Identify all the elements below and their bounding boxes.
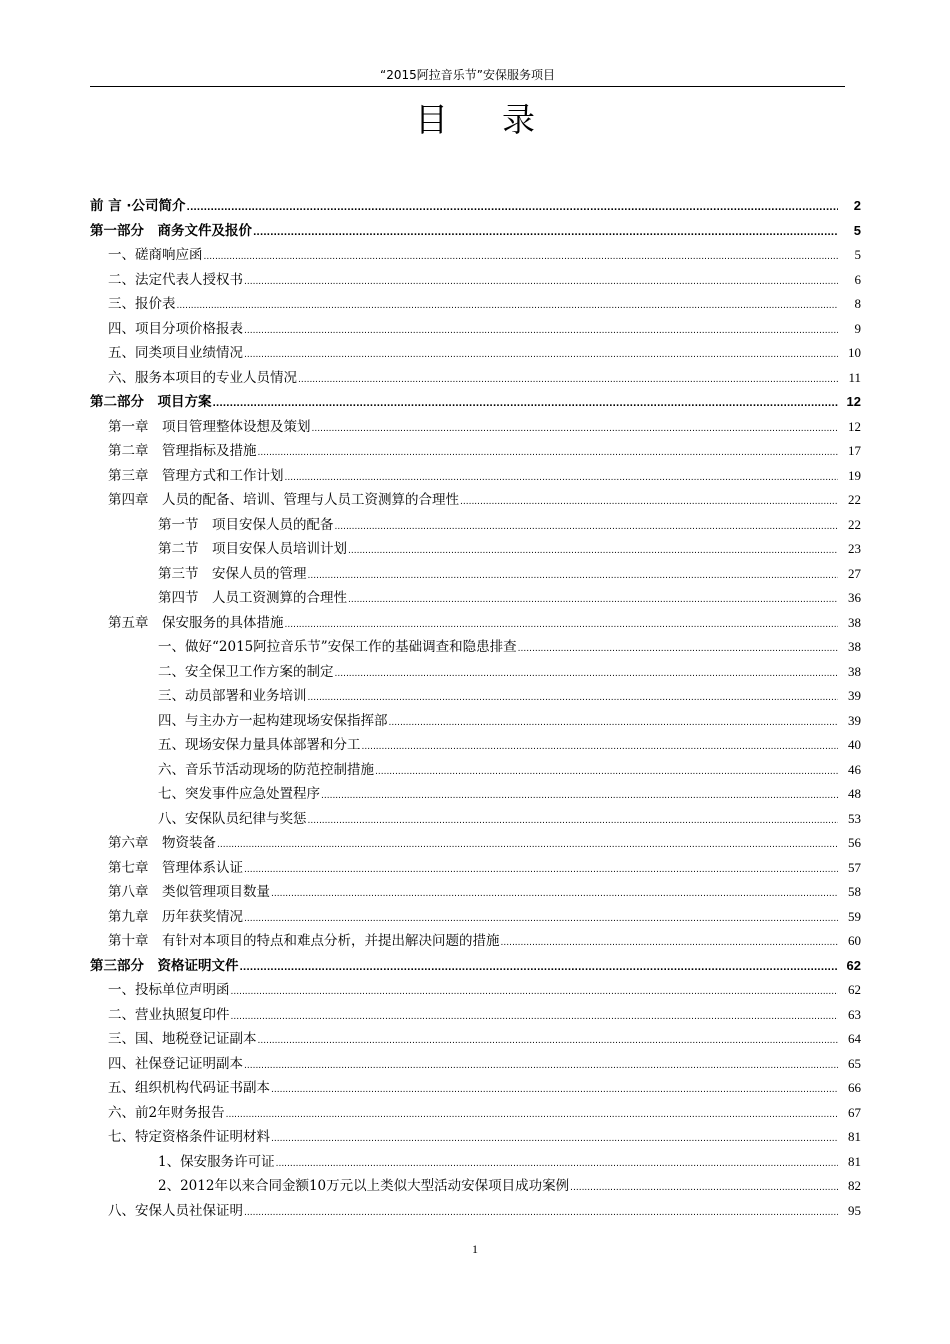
toc-leader-dots bbox=[271, 1134, 838, 1144]
toc-entry-label: 五、同类项目业绩情况 bbox=[108, 345, 243, 361]
toc-entry-label: 七、突发事件应急处置程序 bbox=[158, 786, 320, 802]
toc-leader-dots bbox=[177, 301, 839, 311]
toc-entry-page: 5 bbox=[853, 222, 861, 238]
toc-leader-dots bbox=[285, 620, 839, 630]
toc-entry[interactable] bbox=[90, 243, 861, 268]
toc-entry-page: 9 bbox=[854, 320, 861, 336]
toc-entry-label: 第三部分 资格证明文件 bbox=[90, 957, 239, 974]
toc-leader-dots bbox=[285, 473, 839, 483]
toc-entry[interactable] bbox=[90, 1101, 861, 1126]
toc-entry-page: 38 bbox=[848, 663, 861, 679]
toc-entry-page: 56 bbox=[848, 835, 861, 850]
toc-entry[interactable] bbox=[90, 758, 861, 783]
toc-entry-label: 三、国、地税登记证副本 bbox=[108, 1031, 257, 1047]
toc-leader-dots bbox=[244, 277, 838, 287]
toc-entry-label: 七、特定资格条件证明材料 bbox=[108, 1129, 270, 1145]
toc-entry-page: 36 bbox=[848, 590, 861, 605]
toc-entry[interactable] bbox=[90, 1174, 861, 1199]
toc-entry[interactable] bbox=[90, 317, 861, 342]
toc-entry[interactable] bbox=[90, 954, 861, 979]
toc-entry-page: 11 bbox=[848, 369, 861, 385]
toc-leader-dots bbox=[231, 1012, 839, 1022]
toc-entry-label: 一、投标单位声明函 bbox=[108, 982, 230, 998]
toc-entry[interactable] bbox=[90, 1125, 861, 1150]
toc-entry[interactable] bbox=[90, 562, 861, 587]
toc-entry[interactable] bbox=[90, 1027, 861, 1052]
toc-entry-page: 27 bbox=[848, 565, 861, 581]
toc-leader-dots bbox=[308, 816, 839, 826]
toc-entry-page: 8 bbox=[854, 296, 861, 311]
toc-leader-dots bbox=[375, 767, 838, 777]
toc-leader-dots bbox=[271, 1085, 838, 1095]
toc-entry[interactable] bbox=[90, 464, 861, 489]
toc-leader-dots bbox=[308, 571, 839, 581]
toc-entry[interactable] bbox=[90, 292, 861, 317]
toc-entry[interactable] bbox=[90, 635, 861, 660]
toc-entry[interactable] bbox=[90, 905, 861, 930]
toc-entry-page: 22 bbox=[848, 516, 861, 532]
toc-entry-page: 6 bbox=[854, 271, 861, 287]
toc-entry[interactable] bbox=[90, 660, 861, 685]
toc-entry-page: 62 bbox=[848, 982, 861, 997]
toc-leader-dots bbox=[204, 252, 839, 262]
toc-entry-label: 第一部分 商务文件及报价 bbox=[90, 222, 252, 239]
toc-entry-label: 二、安全保卫工作方案的制定 bbox=[158, 663, 334, 680]
toc-leader-dots bbox=[187, 203, 838, 213]
toc-leader-dots bbox=[389, 718, 839, 728]
toc-leader-dots bbox=[348, 595, 838, 605]
toc-entry-page: 64 bbox=[848, 1031, 861, 1046]
toc-entry-label: 第八章 类似管理项目数量 bbox=[108, 884, 270, 900]
toc-entry-label: 1、保安服务许可证 bbox=[158, 1153, 275, 1170]
toc-entry-label: 五、组织机构代码证书副本 bbox=[108, 1080, 270, 1096]
toc-leader-dots bbox=[244, 1061, 838, 1071]
toc-entry-page: 59 bbox=[848, 908, 861, 924]
toc-leader-dots bbox=[518, 644, 838, 654]
toc-entry[interactable] bbox=[90, 439, 861, 464]
toc-leader-dots bbox=[348, 546, 838, 556]
toc-entry-page: 48 bbox=[848, 786, 861, 801]
toc-leader-dots bbox=[298, 375, 838, 385]
toc-entry-page: 38 bbox=[848, 639, 861, 654]
toc-entry-label: 前 言 ·公司简介 bbox=[90, 198, 186, 214]
toc-entry-page: 63 bbox=[848, 1006, 861, 1022]
page-header: “2015阿拉音乐节”安保服务项目 bbox=[90, 66, 845, 87]
toc-entry[interactable] bbox=[90, 1003, 861, 1028]
toc-leader-dots bbox=[213, 399, 839, 409]
toc-leader-dots bbox=[258, 448, 839, 458]
toc-entry-label: 六、音乐节活动现场的防范控制措施 bbox=[158, 761, 374, 778]
toc-title: 目录 bbox=[415, 100, 589, 139]
toc-entry[interactable] bbox=[90, 341, 861, 366]
toc-entry[interactable] bbox=[90, 709, 861, 734]
toc-entry-label: 第四节 人员工资测算的合理性 bbox=[158, 590, 347, 606]
toc-entry-page: 82 bbox=[848, 1178, 861, 1193]
toc-entry-page: 58 bbox=[848, 884, 861, 899]
toc-leader-dots bbox=[460, 497, 838, 507]
toc-entry-label: 一、磋商响应函 bbox=[108, 247, 203, 263]
toc-entry-label: 第一章 项目管理整体设想及策划 bbox=[108, 418, 311, 435]
toc-entry-page: 12 bbox=[846, 394, 861, 409]
toc-leader-dots bbox=[321, 791, 838, 801]
toc-entry[interactable] bbox=[90, 782, 861, 807]
toc-entry[interactable] bbox=[90, 513, 861, 538]
toc-entry-label: 五、现场安保力量具体部署和分工 bbox=[158, 737, 361, 753]
table-of-contents bbox=[90, 194, 861, 1223]
toc-entry-page: 57 bbox=[848, 859, 861, 875]
toc-entry[interactable] bbox=[90, 194, 861, 219]
toc-entry-label: 三、动员部署和业务培训 bbox=[158, 688, 307, 704]
toc-entry[interactable] bbox=[90, 488, 861, 513]
toc-entry-label: 二、营业执照复印件 bbox=[108, 1006, 230, 1023]
toc-leader-dots bbox=[312, 424, 839, 434]
toc-leader-dots bbox=[335, 669, 839, 679]
toc-entry-page: 23 bbox=[848, 541, 861, 556]
toc-leader-dots bbox=[244, 914, 838, 924]
toc-entry-page: 40 bbox=[848, 737, 861, 752]
toc-entry-label: 第二节 项目安保人员培训计划 bbox=[158, 541, 347, 557]
toc-entry-page: 66 bbox=[848, 1080, 861, 1095]
toc-entry-label: 第二章 管理指标及措施 bbox=[108, 443, 257, 459]
toc-entry-label: 四、项目分项价格报表 bbox=[108, 320, 243, 337]
toc-entry-label: 第一节 项目安保人员的配备 bbox=[158, 516, 334, 533]
toc-entry-page: 10 bbox=[848, 345, 861, 360]
toc-entry-page: 5 bbox=[854, 247, 861, 262]
toc-entry[interactable] bbox=[90, 733, 861, 758]
toc-entry-label: 六、前2年财务报告 bbox=[108, 1104, 225, 1121]
toc-entry-page: 60 bbox=[848, 933, 861, 948]
toc-entry-page: 53 bbox=[848, 810, 861, 826]
toc-entry-page: 81 bbox=[848, 1153, 861, 1169]
toc-entry-label: 八、安保人员社保证明 bbox=[108, 1202, 243, 1219]
toc-leader-dots bbox=[335, 522, 839, 532]
toc-entry[interactable] bbox=[90, 268, 861, 293]
toc-entry-page: 19 bbox=[848, 467, 861, 483]
toc-leader-dots bbox=[231, 987, 839, 997]
toc-entry-page: 81 bbox=[848, 1129, 861, 1144]
toc-entry-label: 四、社保登记证明副本 bbox=[108, 1055, 243, 1072]
toc-entry-page: 95 bbox=[848, 1202, 861, 1218]
toc-entry-label: 第四章 人员的配备、培训、管理与人员工资测算的合理性 bbox=[108, 492, 459, 508]
toc-entry[interactable] bbox=[90, 1199, 861, 1224]
toc-entry-page: 67 bbox=[848, 1104, 861, 1120]
toc-leader-dots bbox=[240, 963, 839, 973]
toc-entry-page: 12 bbox=[848, 418, 861, 434]
toc-entry[interactable] bbox=[90, 978, 861, 1003]
toc-entry-page: 62 bbox=[846, 957, 861, 973]
toc-leader-dots bbox=[217, 840, 838, 850]
toc-entry[interactable] bbox=[90, 929, 861, 954]
toc-entry[interactable] bbox=[90, 586, 861, 611]
toc-entry-label: 第二部分 项目方案 bbox=[90, 394, 212, 410]
toc-entry[interactable] bbox=[90, 1052, 861, 1077]
toc-entry-label: 三、报价表 bbox=[108, 296, 176, 312]
toc-leader-dots bbox=[362, 742, 839, 752]
toc-entry-label: 第三节 安保人员的管理 bbox=[158, 565, 307, 582]
toc-leader-dots bbox=[258, 1036, 839, 1046]
toc-entry-label: 四、与主办方一起构建现场安保指挥部 bbox=[158, 712, 388, 729]
toc-entry-page: 22 bbox=[848, 492, 861, 507]
toc-leader-dots bbox=[570, 1183, 838, 1193]
toc-entry-label: 二、法定代表人授权书 bbox=[108, 271, 243, 288]
toc-leader-dots bbox=[244, 865, 838, 875]
toc-entry-label: 2、2012年以来合同金额10万元以上类似大型活动安保项目成功案例 bbox=[158, 1178, 570, 1194]
toc-leader-dots bbox=[501, 938, 839, 948]
toc-entry[interactable] bbox=[90, 807, 861, 832]
toc-entry-page: 46 bbox=[848, 761, 861, 777]
toc-entry-page: 17 bbox=[848, 443, 861, 458]
toc-entry[interactable] bbox=[90, 856, 861, 881]
toc-entry-page: 39 bbox=[848, 688, 861, 703]
toc-entry[interactable] bbox=[90, 415, 861, 440]
toc-entry-page: 39 bbox=[848, 712, 861, 728]
toc-entry-page: 2 bbox=[853, 198, 861, 213]
toc-entry[interactable] bbox=[90, 390, 861, 415]
toc-entry-label: 八、安保队员纪律与奖惩 bbox=[158, 810, 307, 827]
toc-leader-dots bbox=[276, 1159, 838, 1169]
toc-entry[interactable] bbox=[90, 1150, 861, 1175]
toc-leader-dots bbox=[244, 1208, 838, 1218]
toc-entry-label: 第七章 管理体系认证 bbox=[108, 859, 243, 876]
toc-entry[interactable] bbox=[90, 219, 861, 244]
toc-entry-label: 第五章 保安服务的具体措施 bbox=[108, 614, 284, 631]
toc-entry-label: 一、做好“2015阿拉音乐节”安保工作的基础调查和隐患排查 bbox=[158, 639, 517, 655]
toc-leader-dots bbox=[308, 693, 839, 703]
toc-entry-label: 六、服务本项目的专业人员情况 bbox=[108, 369, 297, 386]
toc-leader-dots bbox=[271, 889, 838, 899]
toc-leader-dots bbox=[244, 350, 838, 360]
toc-entry[interactable] bbox=[90, 684, 861, 709]
toc-leader-dots bbox=[226, 1110, 838, 1120]
toc-entry[interactable] bbox=[90, 1076, 861, 1101]
toc-entry-label: 第三章 管理方式和工作计划 bbox=[108, 467, 284, 484]
toc-leader-dots bbox=[253, 228, 838, 238]
toc-entry-label: 第六章 物资装备 bbox=[108, 835, 216, 851]
toc-entry-label: 第十章 有针对本项目的特点和难点分析，并提出解决问题的措施 bbox=[108, 933, 500, 949]
toc-entry[interactable] bbox=[90, 366, 861, 391]
toc-entry[interactable] bbox=[90, 611, 861, 636]
toc-entry-page: 38 bbox=[848, 614, 861, 630]
toc-entry-label: 第九章 历年获奖情况 bbox=[108, 908, 243, 925]
toc-entry-page: 65 bbox=[848, 1055, 861, 1071]
toc-entry[interactable] bbox=[90, 537, 861, 562]
toc-entry[interactable] bbox=[90, 831, 861, 856]
toc-leader-dots bbox=[244, 326, 838, 336]
page-number: 1 bbox=[472, 1242, 478, 1256]
toc-entry[interactable] bbox=[90, 880, 861, 905]
